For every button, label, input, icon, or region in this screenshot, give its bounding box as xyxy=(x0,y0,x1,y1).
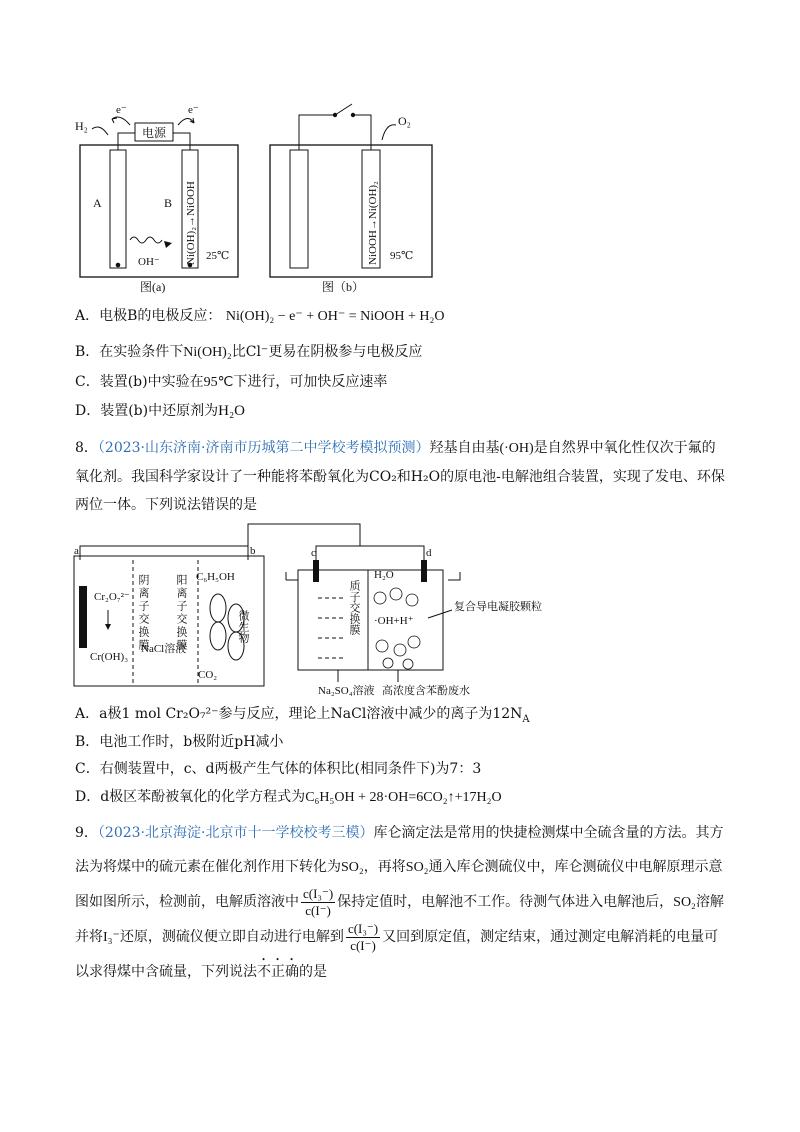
q9-source-link[interactable]: （2023·北京海淀·北京市十一学校校考三模） xyxy=(97,825,374,841)
composite-gel-label: 复合导电凝胶颗粒 xyxy=(454,601,542,613)
wastewater-label: 高浓度含苯酚废水 xyxy=(382,685,470,697)
hydroxide-ion-label: OH⁻ xyxy=(138,256,160,268)
temperature-b: 95℃ xyxy=(390,250,414,262)
dichromate-label: Cr₂O₇²⁻ xyxy=(94,591,130,603)
q9-stem: 9．（2023·北京海淀·北京市十一学校校考三模）库仑滴定法是常用的快捷检测煤中全硫含量的方法。其方法为将煤中的硫元素在催化剂作用下转化为SO₂，再将SO₂通入库仑测硫仪中，库仑测硫仪中电解原理示意图如图所示，检测前，电解质溶液中 $\frac{\text{c(I₃⁻)}}{c(I^-)}$ 保持定值时，电解池不工作。待测气体进入电解池后，SO₂溶解并将I₃⁻还原，测硫仪便立即自动进行电解到 $\frac{\text{c(I₃⁻)}}{c(I^-)}$ 又回到原定值，测定结束，通过测定电解消耗的电量可以求得煤中含硫量，下列说法不正确的是 xyxy=(75,825,724,980)
q7-option-b: B．在实验条件下Ni(OH)₂比Cl⁻更易在阴极参与电极反应 xyxy=(75,344,423,360)
figure-8 xyxy=(68,518,542,698)
electrode-b2-reaction: NiOOH→Ni(OH)₂ xyxy=(367,181,379,265)
h2-label: H₂ xyxy=(75,119,88,133)
electron-label-right: e⁻ xyxy=(188,104,199,116)
figure-7b xyxy=(270,104,432,294)
electrode-b-tag: b xyxy=(250,545,256,557)
q8-option-b: B．电池工作时，b极附近pH减小 xyxy=(75,734,284,750)
water-label: H₂O xyxy=(374,569,394,581)
nacl-solution-label: NaCl溶液 xyxy=(141,643,187,655)
chromium-hydroxide-label: Cr(OH)₃ xyxy=(90,651,129,663)
electron-label-left: e⁻ xyxy=(116,104,127,116)
anion-membrane-label: 阴离子交换膜 xyxy=(137,574,149,652)
iodine-ratio-fraction-2: $\frac{\text{c(I₃⁻)}}{c(I^-)}$ xyxy=(347,920,379,953)
electrode-b-label: B xyxy=(164,196,173,210)
co2-label: CO₂ xyxy=(198,669,218,681)
q8-stem: 8．（2023·山东济南·济南市历城第二中学校考模拟预测）羟基自由基(·OH)是自然界中氧化性仅次于氟的氧化剂。我国科学家设计了一种能将苯酚氧化为CO₂和H₂O的原电池-电解池组合装置，实现了发电、环保两位一体。下列说法错误的是 xyxy=(75,440,725,513)
emphasis-not-correct: 不正确 xyxy=(257,964,299,980)
temperature-a: 25℃ xyxy=(206,250,230,262)
option-a-formula: Ni(OH)₂ − e⁻ + OH⁻ = NiOOH + H₂O xyxy=(225,309,445,324)
electrode-c-tag: c xyxy=(311,547,316,559)
o2-label: O₂ xyxy=(398,114,411,128)
q8-source-link[interactable]: （2023·山东济南·济南市历城第二中学校考模拟预测） xyxy=(97,440,430,456)
q7-option-c: C．装置(b)中实验在95℃下进行，可加快反应速率 xyxy=(75,374,388,390)
figure-7a xyxy=(75,104,238,294)
q7-option-d: D．装置(b)中还原剂为H₂O xyxy=(75,403,246,419)
proton-membrane-label: 质子交换膜 xyxy=(348,580,360,635)
q7-option-a: A．电极B的电极反应： Ni(OH)₂ − e⁻ + OH⁻ = NiOOH + H₂O xyxy=(75,308,445,324)
phenol-label: C₆H₅OH xyxy=(196,571,235,583)
na2so4-label: Na₂SO₄溶液 xyxy=(318,685,375,697)
figure-b-caption: 图（b） xyxy=(322,280,365,294)
q8-option-c: C．右侧装置中，c、d两极产生气体的体积比(相同条件下)为7：3 xyxy=(75,761,482,777)
electrode-a-label: A xyxy=(93,196,102,210)
radical-label: ·OH+H⁺ xyxy=(374,615,414,627)
iodine-ratio-fraction: $\frac{\text{c(I₃⁻)}}{c(I^-)}$ xyxy=(303,885,334,918)
electrode-b-reaction: Ni(OH)₂→NiOOH xyxy=(185,181,197,265)
electrode-a-tag: a xyxy=(74,545,79,557)
q8-option-d: D．d极区苯酚被氧化的化学方程式为C₆H₅OH + 28·OH=6CO₂↑+17H₂O xyxy=(75,789,502,805)
electrode-d-tag: d xyxy=(426,547,432,559)
power-source-label: 电源 xyxy=(141,126,167,140)
microbe-label: 微生物 xyxy=(237,610,249,643)
cation-membrane-label: 阳离子交换膜 xyxy=(175,574,187,652)
figure-a-caption: 图(a) xyxy=(140,280,166,294)
q8-option-a: A．a极1 mol Cr₂O₇²⁻参与反应，理论上NaCl溶液中减少的离子为$12N_A$ xyxy=(75,706,530,725)
figure-7 xyxy=(60,95,460,300)
